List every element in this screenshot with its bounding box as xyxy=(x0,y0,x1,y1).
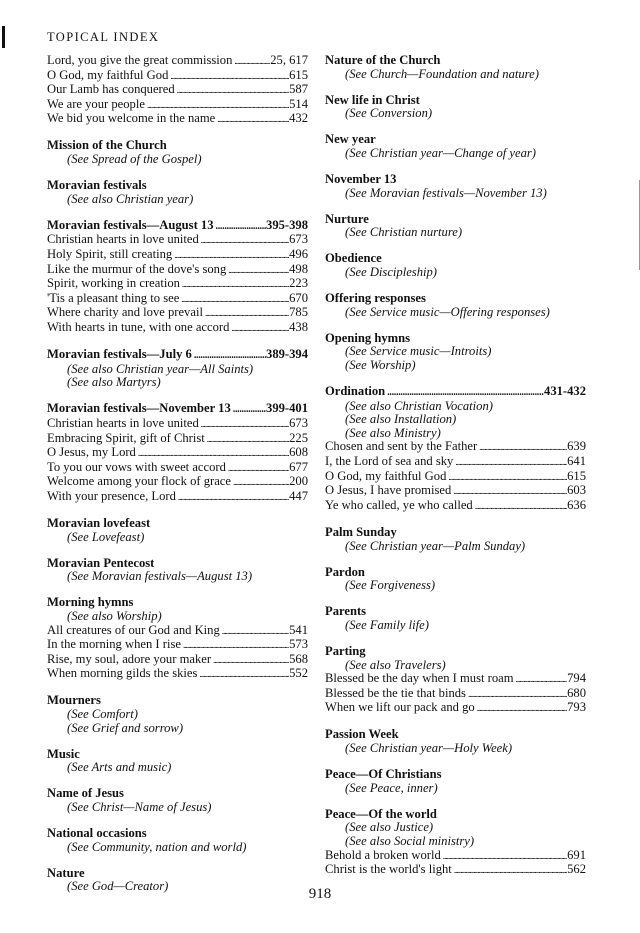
topic-heading-text: Moravian Pentecost xyxy=(47,555,155,570)
hymn-title: O God, my faithful God xyxy=(325,468,447,483)
hymn-title: Christian hearts in love united xyxy=(47,415,199,430)
hymn-entry xyxy=(325,470,586,485)
topic-heading-text: Mission of the Church xyxy=(47,138,167,153)
hymn-title: Spirit, working in creation xyxy=(47,276,180,291)
topic-heading xyxy=(47,557,308,571)
index-topic xyxy=(47,787,308,814)
topic-heading-text: Palm Sunday xyxy=(325,524,397,539)
see-reference: (See Comfort) xyxy=(67,707,138,722)
topic-heading xyxy=(325,605,586,619)
see-reference: (See Moravian festivals—November 13) xyxy=(345,185,547,200)
topic-heading-text: Opening hymns xyxy=(325,330,411,345)
topic-heading-text: November 13 xyxy=(325,172,397,187)
index-topic xyxy=(325,526,586,553)
topic-heading-text: Morning hymns xyxy=(47,595,134,610)
hymn-entry xyxy=(325,499,586,514)
index-topic xyxy=(47,402,308,504)
index-topic xyxy=(47,827,308,854)
hymn-entry xyxy=(325,484,586,499)
leader-dots xyxy=(192,348,266,363)
topic-heading xyxy=(47,748,308,762)
leader-dots xyxy=(441,849,567,864)
index-topic xyxy=(47,596,308,682)
topic-heading-text: Parting xyxy=(325,644,366,658)
hymn-number: 573 xyxy=(289,637,308,652)
index-topic xyxy=(325,728,586,755)
topic-heading xyxy=(47,596,308,610)
topic-heading-text: Passion Week xyxy=(325,727,399,742)
leader-dots xyxy=(220,624,289,639)
see-reference: (See Lovefeast) xyxy=(67,529,145,544)
topic-page-range: 389-394 xyxy=(266,347,308,362)
index-topic xyxy=(325,292,586,319)
hymn-number: 541 xyxy=(289,622,308,637)
page-header: TOPICAL INDEX xyxy=(47,30,160,44)
leader-dots xyxy=(197,667,289,682)
index-topic xyxy=(47,557,308,584)
index-topic xyxy=(325,605,586,632)
hymn-entry xyxy=(47,653,308,668)
hymn-title: Like the murmur of the dove's song xyxy=(47,261,227,276)
leader-dots xyxy=(232,54,270,69)
topic-heading-text: Moravian festivals—November 13 xyxy=(47,401,231,416)
see-reference: (See also Installation) xyxy=(345,412,457,427)
see-reference: (See Worship) xyxy=(345,358,416,372)
topic-heading xyxy=(325,808,586,822)
leader-dots xyxy=(175,83,289,98)
hymn-entry xyxy=(47,69,308,84)
leader-dots xyxy=(215,112,289,127)
hymn-title: Where charity and love prevail xyxy=(47,305,203,320)
leader-dots xyxy=(226,263,289,278)
hymn-entry xyxy=(47,54,308,69)
hymn-entry xyxy=(47,667,308,682)
hymn-number: 552 xyxy=(289,666,308,681)
hymn-number: 615 xyxy=(567,468,586,483)
hymn-number: 673 xyxy=(289,415,308,430)
index-topic xyxy=(325,54,586,81)
hymn-title: In the morning when I rise xyxy=(47,637,181,652)
hymn-title: Christian hearts in love united xyxy=(47,232,199,247)
hymn-title: All creatures of our God and King xyxy=(47,622,220,637)
hymn-title: O Jesus, I have promised xyxy=(325,483,452,498)
topic-heading-text: Parents xyxy=(325,604,367,619)
hymn-title: Blessed be the tie that binds xyxy=(325,685,466,700)
index-topic xyxy=(47,139,308,166)
index-topic xyxy=(325,566,586,593)
topic-heading-text: Pardon xyxy=(325,564,365,579)
index-topic xyxy=(325,252,586,279)
hymn-number: 639 xyxy=(567,439,586,454)
hymn-title: Lord, you give the great commission xyxy=(47,53,233,67)
hymn-number: 677 xyxy=(289,459,308,474)
hymn-number: 673 xyxy=(289,232,308,247)
index-topic xyxy=(325,332,586,373)
hymn-number: 603 xyxy=(567,483,586,498)
hymn-number: 498 xyxy=(289,261,308,276)
hymn-number: 514 xyxy=(289,96,308,111)
page-number: 918 xyxy=(308,886,332,902)
topic-heading-text: Nature xyxy=(47,865,85,880)
topic-heading xyxy=(325,728,586,742)
see-reference: (See Discipleship) xyxy=(345,265,437,280)
hymn-number: 223 xyxy=(289,276,308,291)
see-reference: (See Service music—Offering responses) xyxy=(345,304,550,319)
leader-dots xyxy=(199,233,289,248)
see-reference: (See also Christian year) xyxy=(67,191,194,206)
see-reference: (See also Christian Vocation) xyxy=(345,398,493,413)
see-reference: (See also Martyrs) xyxy=(67,375,161,390)
leader-dots xyxy=(231,402,266,417)
hymn-number: 438 xyxy=(289,320,308,334)
leader-dots xyxy=(475,701,567,716)
index-topic xyxy=(325,173,586,200)
hymn-title: Ye who called, ye who called xyxy=(325,497,473,512)
hymn-number: 496 xyxy=(289,247,308,262)
hymn-number: 641 xyxy=(567,454,586,469)
hymn-entry xyxy=(47,277,308,292)
leader-dots xyxy=(226,461,289,476)
hymn-title: O God, my faithful God xyxy=(47,67,169,82)
topic-heading xyxy=(325,252,586,266)
see-reference: (See Conversion) xyxy=(345,106,433,121)
index-topic xyxy=(47,179,308,206)
topic-heading-text: Peace—Of Christians xyxy=(325,767,442,782)
hymn-entry xyxy=(47,446,308,461)
hymn-entry xyxy=(47,461,308,476)
hymn-number: 670 xyxy=(289,290,308,305)
hymn-title: Welcome among your flock of grace xyxy=(47,474,231,489)
topic-heading-text: Offering responses xyxy=(325,291,426,306)
hymn-entry xyxy=(325,687,586,702)
index-topic xyxy=(325,645,586,716)
see-reference: (See Spread of the Gospel) xyxy=(67,152,202,167)
leader-dots xyxy=(477,440,567,455)
hymn-entry xyxy=(325,849,586,864)
hymn-number: 25, 617 xyxy=(270,53,308,67)
hymn-entry xyxy=(47,417,308,432)
leader-dots xyxy=(473,499,567,514)
topic-heading-text: Moravian lovefeast xyxy=(47,516,151,531)
hymn-title: When morning gilds the skies xyxy=(47,666,198,681)
hymn-entry xyxy=(47,233,308,248)
hymn-number: 680 xyxy=(567,685,586,700)
hymn-entry xyxy=(47,490,308,505)
topic-heading xyxy=(47,694,308,708)
topic-heading xyxy=(325,133,586,147)
topic-heading-text: Nurture xyxy=(325,211,369,226)
see-reference: (See also Travelers) xyxy=(345,657,446,672)
topic-heading xyxy=(47,139,308,153)
see-reference: (See Christian year—Change of year) xyxy=(345,145,536,160)
see-reference: (See also Justice) xyxy=(345,820,434,835)
index-topic xyxy=(47,694,308,735)
hymn-number: 200 xyxy=(289,474,308,489)
hymn-entry xyxy=(47,98,308,113)
topic-heading xyxy=(325,332,586,346)
hymn-entry xyxy=(47,321,308,336)
leader-dots xyxy=(514,672,568,687)
see-reference: (See Community, nation and world) xyxy=(67,839,247,854)
hymn-title: With your presence, Lord xyxy=(47,488,176,503)
topic-heading xyxy=(325,292,586,306)
topic-heading xyxy=(325,94,586,108)
topic-heading xyxy=(47,348,308,363)
leader-dots xyxy=(446,470,567,485)
topic-heading xyxy=(47,787,308,801)
hymn-title: When we lift our pack and go xyxy=(325,700,475,715)
left-column xyxy=(47,54,308,907)
leader-dots xyxy=(176,490,289,505)
hymn-entry xyxy=(47,248,308,263)
topic-heading xyxy=(47,867,308,881)
index-topic xyxy=(325,94,586,121)
topic-heading-text: Mourners xyxy=(47,693,101,708)
leader-dots xyxy=(229,321,289,336)
see-reference: (See also Christian year—All Saints) xyxy=(67,361,254,376)
hymn-entry xyxy=(325,455,586,470)
see-reference: (See Grief and sorrow) xyxy=(67,720,184,735)
leader-dots xyxy=(451,484,567,499)
hymn-title: Christ is the world's light xyxy=(325,862,452,877)
hymn-entry xyxy=(47,624,308,639)
hymn-number: 793 xyxy=(567,700,586,715)
see-reference: (See God—Creator) xyxy=(67,879,169,894)
page-edge-mark xyxy=(2,26,5,48)
topic-heading-text: Moravian festivals—July 6 xyxy=(47,347,192,362)
hymn-entry xyxy=(47,306,308,321)
hymn-title: Blessed be the day when I must roam xyxy=(325,671,514,686)
topic-heading-text: Nature of the Church xyxy=(325,53,441,67)
index-topic xyxy=(47,748,308,775)
hymn-entry xyxy=(47,83,308,98)
topic-heading xyxy=(47,219,308,234)
hymn-number: 432 xyxy=(289,111,308,126)
hymn-title: Behold a broken world xyxy=(325,847,441,862)
see-reference: (See also Social ministry) xyxy=(345,834,475,849)
see-reference: (See Arts and music) xyxy=(67,760,172,775)
hymn-title: To you our vows with sweet accord xyxy=(47,459,226,474)
leader-dots xyxy=(211,653,289,668)
hymn-entry xyxy=(325,863,586,878)
hymn-entry xyxy=(325,672,586,687)
topic-heading-text: New life in Christ xyxy=(325,92,420,107)
leader-dots xyxy=(180,277,289,292)
see-reference: (See Service music—Introits) xyxy=(345,344,492,359)
hymn-entry xyxy=(325,701,586,716)
index-topic xyxy=(325,133,586,160)
topic-heading xyxy=(325,526,586,540)
topic-heading-text: Obedience xyxy=(325,251,382,266)
hymn-number: 587 xyxy=(289,82,308,97)
leader-dots xyxy=(203,306,289,321)
leader-dots xyxy=(181,638,289,653)
hymn-entry xyxy=(47,432,308,447)
hymn-number: 785 xyxy=(289,305,308,320)
see-reference: (See Christian year—Holy Week) xyxy=(345,741,513,756)
index-topic xyxy=(47,348,308,390)
hymn-number: 636 xyxy=(567,497,586,512)
topic-heading xyxy=(47,402,308,417)
leader-dots xyxy=(179,292,289,307)
index-topic xyxy=(47,219,308,336)
index-topic xyxy=(325,768,586,795)
topic-heading xyxy=(325,213,586,227)
leader-dots xyxy=(466,687,567,702)
topic-heading-text: Name of Jesus xyxy=(47,786,124,801)
topic-heading xyxy=(47,827,308,841)
topic-heading-text: Ordination xyxy=(325,384,386,399)
hymn-title: With hearts in tune, with one accord xyxy=(47,320,230,334)
hymn-number: 568 xyxy=(289,651,308,666)
topic-heading xyxy=(47,179,308,193)
leader-dots xyxy=(145,98,289,113)
topic-heading-text: National occasions xyxy=(47,826,147,841)
topic-page-range: 395-398 xyxy=(266,217,308,232)
hymn-title: We are your people xyxy=(47,96,145,111)
hymn-number: 562 xyxy=(567,862,586,877)
hymn-entry xyxy=(325,440,586,455)
see-reference: (See also Worship) xyxy=(67,609,162,623)
topic-heading xyxy=(325,54,586,68)
see-reference: (See Family life) xyxy=(345,617,429,632)
hymn-title: Holy Spirit, still creating xyxy=(47,247,173,262)
topic-heading xyxy=(325,173,586,187)
hymn-entry xyxy=(47,638,308,653)
topic-heading-text: Moravian festivals xyxy=(47,178,147,193)
right-column xyxy=(325,54,586,890)
leader-dots xyxy=(168,69,289,84)
leader-dots xyxy=(199,417,289,432)
topic-heading-text: Peace—Of the world xyxy=(325,806,437,821)
index-topic xyxy=(325,213,586,240)
leader-dots xyxy=(136,446,289,461)
index-topic xyxy=(47,517,308,544)
hymn-title: Rise, my soul, adore your maker xyxy=(47,651,212,666)
index-topic xyxy=(325,385,586,513)
see-reference: (See Peace, inner) xyxy=(345,780,438,795)
hymn-number: 794 xyxy=(567,671,586,686)
leader-dots xyxy=(214,219,266,234)
topic-heading-text: New year xyxy=(325,132,376,147)
leader-dots xyxy=(205,432,289,447)
hymn-entry xyxy=(47,263,308,278)
see-reference: (See Christ—Name of Jesus) xyxy=(67,800,212,815)
hymn-number: 447 xyxy=(289,488,308,503)
topic-page-range: 399-401 xyxy=(266,401,308,416)
hymn-number: 615 xyxy=(289,67,308,82)
hymn-title: O Jesus, my Lord xyxy=(47,445,136,460)
see-reference: (See Forgiveness) xyxy=(345,578,436,593)
topic-heading xyxy=(325,768,586,782)
see-reference: (See Moravian festivals—August 13) xyxy=(67,569,253,584)
hymn-entry xyxy=(47,292,308,307)
index-topic xyxy=(47,54,308,127)
hymn-title: I, the Lord of sea and sky xyxy=(325,454,454,469)
see-reference: (See Christian year—Palm Sunday) xyxy=(345,538,526,553)
see-reference: (See also Ministry) xyxy=(345,425,441,440)
see-reference: (See Christian nurture) xyxy=(345,225,463,240)
index-topic xyxy=(325,808,586,878)
hymn-number: 691 xyxy=(567,847,586,862)
leader-dots xyxy=(231,475,289,490)
topic-heading-text: Music xyxy=(47,746,80,761)
hymn-entry xyxy=(47,112,308,127)
hymn-title: 'Tis a pleasant thing to see xyxy=(47,290,180,305)
topic-heading-text: Moravian festivals—August 13 xyxy=(47,217,214,232)
topic-heading xyxy=(325,566,586,580)
hymn-title: Chosen and sent by the Father xyxy=(325,439,478,454)
hymn-title: Embracing Spirit, gift of Christ xyxy=(47,430,205,445)
topic-page-range: 431-432 xyxy=(544,384,586,399)
leader-dots xyxy=(385,385,544,400)
leader-dots xyxy=(452,863,567,878)
see-reference: (See Church—Foundation and nature) xyxy=(345,66,539,81)
hymn-title: We bid you welcome in the name xyxy=(47,111,216,126)
hymn-title: Our Lamb has conquered xyxy=(47,82,175,97)
leader-dots xyxy=(172,248,289,263)
topic-heading xyxy=(325,385,586,400)
leader-dots xyxy=(453,455,567,470)
hymn-entry xyxy=(47,475,308,490)
topic-heading xyxy=(325,645,586,659)
hymn-number: 608 xyxy=(289,445,308,460)
topic-heading xyxy=(47,517,308,531)
hymn-number: 225 xyxy=(289,430,308,445)
